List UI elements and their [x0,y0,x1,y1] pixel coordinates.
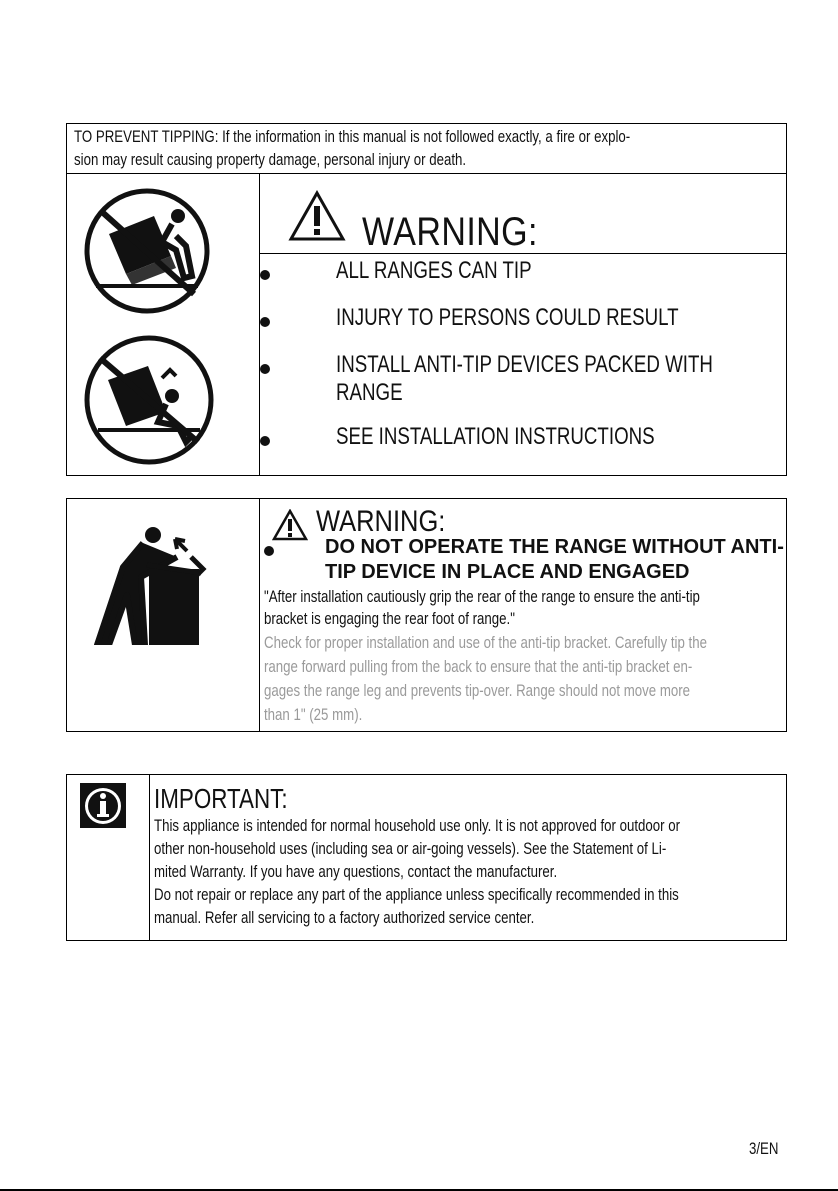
no-tipping-range-icon [78,330,220,470]
bullet-icon [260,364,270,374]
divider [259,499,260,732]
quote-line: "After installation cautiously grip the rear of the range to ensure the anti-tip [264,587,700,606]
warning-triangle-icon [272,509,308,541]
bullet-icon [264,546,274,556]
bullet-text: INJURY TO PERSONS COULD RESULT [336,304,679,331]
warning-title: WARNING: [362,210,538,254]
bullet-text: ALL RANGES CAN TIP [336,257,532,284]
info-icon [80,783,126,828]
tipping-text-line1: If the information in this manual is not followed exactly, a fire or explo- [218,127,631,146]
bullet-text: INSTALL ANTI-TIP DEVICES PACKED WITH [336,351,713,378]
important-line: manual. Refer all servicing to a factory authorized service center. [154,908,535,927]
quote-line: bracket is engaging the rear foot of range." [264,609,515,628]
bullet-text: RANGE [336,379,403,406]
important-line: This appliance is intended for normal household use only. It is not approved for outdoor or [154,816,681,835]
tipping-text-line2: sion may result causing property damage, personal injury or death. [74,150,467,169]
gray-instruction-line: than 1" (25 mm). [264,705,363,724]
important-line: mited Warranty. If you have any questions, contact the manufacturer. [154,862,558,881]
no-tipping-range-icon [76,186,218,316]
warning-bold-line: TIP DEVICE IN PLACE AND ENGAGED [325,561,690,583]
tipping-test-icon [83,517,223,645]
tipping-warning-box [66,123,787,476]
important-title: IMPORTANT: [154,783,288,814]
gray-instruction-line: Check for proper installation and use of the anti-tip bracket. Carefully tip the [264,633,707,652]
bullet-icon [260,436,270,446]
important-box [66,774,787,941]
page-number: 3/EN [749,1139,779,1158]
warning-bold-line: DO NOT OPERATE THE RANGE WITHOUT ANTI- [325,536,784,558]
warning-title: WARNING: [316,505,446,538]
bullet-icon [260,270,270,280]
warning-triangle-icon [288,190,346,242]
warning-header [260,174,787,254]
anti-tip-warning-box [66,498,787,732]
important-line: other non-household uses (including sea or air-going vessels). See the Statement of Li- [154,839,667,858]
important-line: Do not repair or replace any part of the appliance unless specifically recommended in this [154,885,679,904]
gray-instruction-line: range forward pulling from the back to ensure that the anti-tip bracket en- [264,657,693,676]
divider [149,775,150,941]
bullet-text: SEE INSTALLATION INSTRUCTIONS [336,423,655,450]
tipping-label: TO PREVENT TIPPING: [74,127,219,146]
gray-instruction-line: gages the range leg and prevents tip-over. Range should not move more [264,681,691,700]
bullet-icon [260,317,270,327]
tipping-notice [67,124,786,174]
